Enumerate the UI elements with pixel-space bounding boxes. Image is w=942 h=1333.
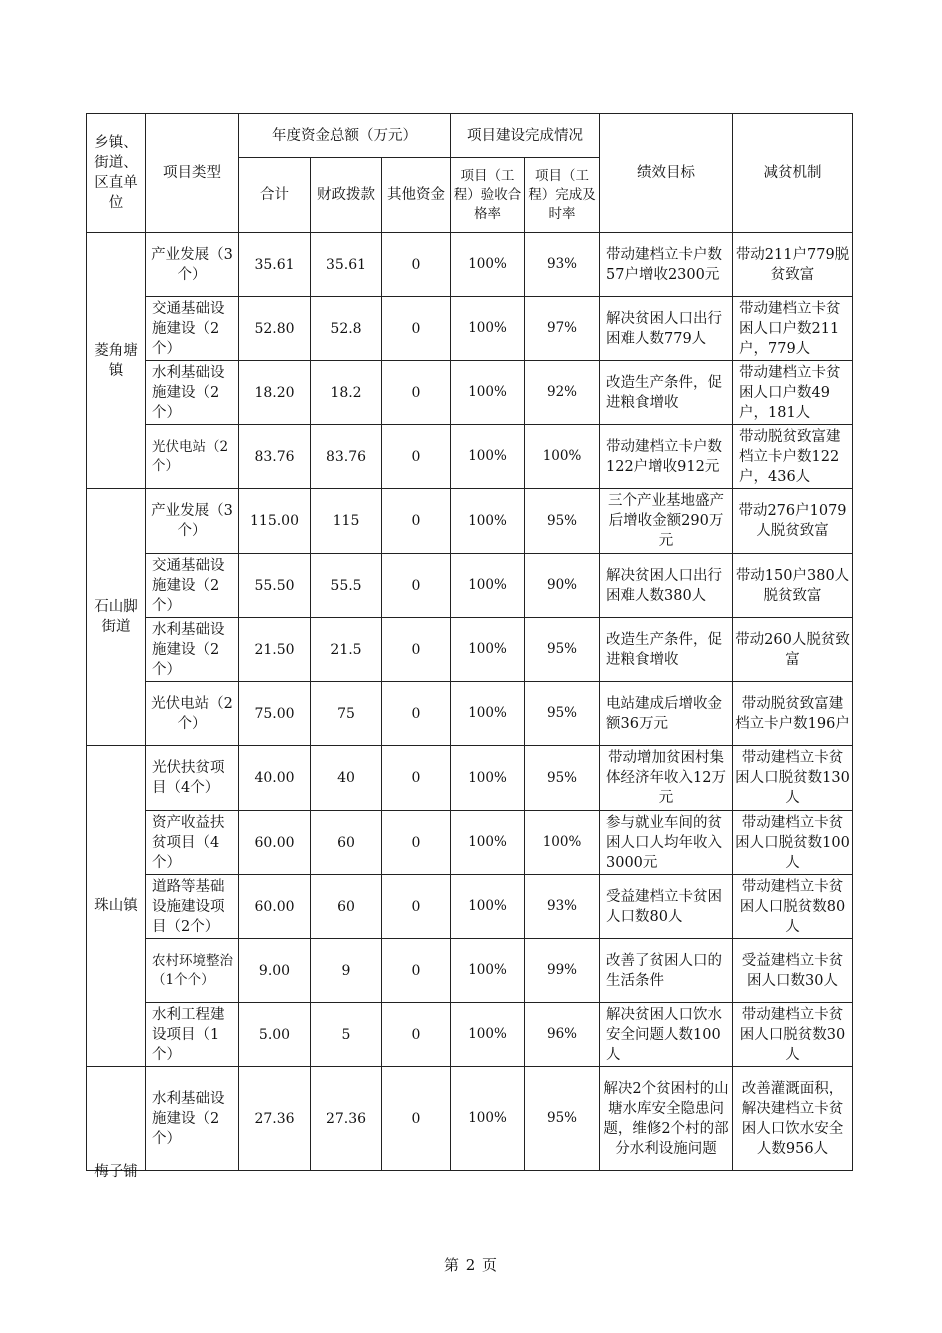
mechanism-cell: 带动建档立卡贫困人口脱贫数130人 [733,746,853,811]
acceptance-cell: 100% [451,618,525,682]
other-cell: 0 [382,554,451,618]
timely-cell: 95% [525,618,600,682]
fiscal-cell: 21.5 [311,618,382,682]
total-cell: 60.00 [239,875,311,939]
project-type-cell: 水利基础设施建设（2个） [146,618,239,682]
town-cell-text: 梅子铺 [94,1164,138,1180]
goal-cell: 改善了贫困人口的生活条件 [600,939,733,1003]
mechanism-cell: 带动建档立卡贫困人口脱贫数30人 [733,1003,853,1067]
timely-cell: 95% [525,1067,600,1171]
fiscal-cell: 60 [311,811,382,875]
acceptance-cell: 100% [451,425,525,489]
project-type-cell: 水利工程建设项目（1个） [146,1003,239,1067]
budget-table-sheet [86,113,853,1180]
other-cell: 0 [382,297,451,361]
poverty-project-table [86,113,853,1180]
goal-cell: 带动建档立卡户数57户增收2300元 [600,233,733,297]
acceptance-cell: 100% [451,297,525,361]
mechanism-cell: 带动脱贫致富建档立卡户数196户 [733,682,853,746]
table-row [87,297,853,361]
header-mechanism: 减贫机制 [733,114,853,233]
total-cell: 83.76 [239,425,311,489]
table-row [87,1067,853,1171]
other-cell: 0 [382,939,451,1003]
fiscal-cell: 52.8 [311,297,382,361]
fiscal-cell: 55.5 [311,554,382,618]
timely-cell: 97% [525,297,600,361]
other-cell: 0 [382,233,451,297]
table-row [87,618,853,682]
project-type-cell: 农村环境整治（1个个） [146,939,239,1003]
acceptance-cell: 100% [451,939,525,1003]
project-type-cell: 光伏电站（2个） [146,425,239,489]
mechanism-cell: 带动建档立卡贫困人口户数211户，779人 [733,297,853,361]
total-cell: 115.00 [239,489,311,554]
project-type-cell: 光伏扶贫项目（4个） [146,746,239,811]
mechanism-cell: 改善灌溉面积，解决建档立卡贫困人口饮水安全人数956人 [733,1067,853,1171]
town-cell [87,1067,146,1180]
mechanism-cell: 带动276户1079人脱贫致富 [733,489,853,554]
timely-cell: 100% [525,811,600,875]
project-type-cell: 交通基础设施建设（2个） [146,554,239,618]
header-completion-group: 项目建设完成情况 [451,114,600,158]
mechanism-cell: 带动建档立卡贫困人口脱贫数100人 [733,811,853,875]
fiscal-cell: 27.36 [311,1067,382,1171]
page-number: 第 2 页 [443,1256,499,1274]
header-timely-rate: 项目（工程）完成及时率 [525,158,600,233]
goal-cell: 改造生产条件，促进粮食增收 [600,618,733,682]
fiscal-cell: 18.2 [311,361,382,425]
other-cell: 0 [382,682,451,746]
goal-cell: 受益建档立卡贫困人口数80人 [600,875,733,939]
table-row [87,746,853,811]
header-funds-group: 年度资金总额（万元） [239,114,451,158]
mechanism-cell: 带动211户779脱贫致富 [733,233,853,297]
project-type-cell: 道路等基础设施建设项目（2个） [146,875,239,939]
timely-cell: 95% [525,489,600,554]
total-cell: 18.20 [239,361,311,425]
project-type-cell: 产业发展（3个） [146,489,239,554]
project-type-cell: 水利基础设施建设（2个） [146,361,239,425]
goal-cell: 带动建档立卡户数122户增收912元 [600,425,733,489]
mechanism-cell: 带动150户380人脱贫致富 [733,554,853,618]
acceptance-cell: 100% [451,875,525,939]
goal-cell: 参与就业车间的贫困人口人均年收入3000元 [600,811,733,875]
table-row [87,489,853,554]
total-cell: 9.00 [239,939,311,1003]
other-cell: 0 [382,361,451,425]
total-cell: 21.50 [239,618,311,682]
table-row [87,1003,853,1067]
fiscal-cell: 9 [311,939,382,1003]
mechanism-cell: 带动脱贫致富建档立卡户数122户，436人 [733,425,853,489]
other-cell: 0 [382,1003,451,1067]
project-type-cell: 交通基础设施建设（2个） [146,297,239,361]
timely-cell: 99% [525,939,600,1003]
table-row [87,875,853,939]
timely-cell: 95% [525,746,600,811]
town-cell: 珠山镇 [87,746,146,1067]
acceptance-cell: 100% [451,489,525,554]
header-town: 乡镇、街道、区直单位 [87,114,146,233]
table-row [87,939,853,1003]
acceptance-cell: 100% [451,682,525,746]
goal-cell: 三个产业基地盛产后增收金额290万元 [600,489,733,554]
total-cell: 35.61 [239,233,311,297]
table-row [87,554,853,618]
timely-cell: 95% [525,682,600,746]
table-row [87,361,853,425]
table-row [87,425,853,489]
timely-cell: 93% [525,875,600,939]
total-cell: 27.36 [239,1067,311,1171]
table-row [87,233,853,297]
goal-cell: 解决贫困人口出行困难人数779人 [600,297,733,361]
total-cell: 52.80 [239,297,311,361]
goal-cell: 解决2个贫困村的山塘水库安全隐患问题，维修2个村的部分水利设施问题 [600,1067,733,1171]
timely-cell: 100% [525,425,600,489]
goal-cell: 电站建成后增收金额36万元 [600,682,733,746]
goal-cell: 解决贫困人口饮水安全问题人数100人 [600,1003,733,1067]
mechanism-cell: 带动建档立卡贫困人口户数49户，181人 [733,361,853,425]
header-other: 其他资金 [382,158,451,233]
project-type-cell: 资产收益扶贫项目（4个） [146,811,239,875]
acceptance-cell: 100% [451,233,525,297]
goal-cell: 带动增加贫困村集体经济年收入12万元 [600,746,733,811]
timely-cell: 93% [525,233,600,297]
mechanism-cell: 受益建档立卡贫困人口数30人 [733,939,853,1003]
header-fiscal: 财政拨款 [311,158,382,233]
fiscal-cell: 5 [311,1003,382,1067]
mechanism-cell: 带动建档立卡贫困人口脱贫数80人 [733,875,853,939]
fiscal-cell: 40 [311,746,382,811]
table-row [87,811,853,875]
town-cell: 菱角塘镇 [87,233,146,489]
fiscal-cell: 115 [311,489,382,554]
acceptance-cell: 100% [451,746,525,811]
total-cell: 55.50 [239,554,311,618]
total-cell: 5.00 [239,1003,311,1067]
fiscal-cell: 35.61 [311,233,382,297]
acceptance-cell: 100% [451,554,525,618]
other-cell: 0 [382,746,451,811]
header-goal: 绩效目标 [600,114,733,233]
timely-cell: 90% [525,554,600,618]
timely-cell: 92% [525,361,600,425]
project-type-cell: 产业发展（3个） [146,233,239,297]
goal-cell: 改造生产条件，促进粮食增收 [600,361,733,425]
acceptance-cell: 100% [451,361,525,425]
project-type-cell: 光伏电站（2个） [146,682,239,746]
goal-cell: 解决贫困人口出行困难人数380人 [600,554,733,618]
other-cell: 0 [382,425,451,489]
other-cell: 0 [382,1067,451,1171]
acceptance-cell: 100% [451,1003,525,1067]
header-total: 合计 [239,158,311,233]
fiscal-cell: 60 [311,875,382,939]
other-cell: 0 [382,618,451,682]
header-acceptance-rate: 项目（工程）验收合格率 [451,158,525,233]
acceptance-cell: 100% [451,811,525,875]
total-cell: 75.00 [239,682,311,746]
other-cell: 0 [382,811,451,875]
total-cell: 40.00 [239,746,311,811]
mechanism-cell: 带动260人脱贫致富 [733,618,853,682]
project-type-cell: 水利基础设施建设（2个） [146,1067,239,1171]
acceptance-cell: 100% [451,1067,525,1171]
fiscal-cell: 75 [311,682,382,746]
total-cell: 60.00 [239,811,311,875]
town-cell: 石山脚街道 [87,489,146,746]
header-project-type: 项目类型 [146,114,239,233]
timely-cell: 96% [525,1003,600,1067]
fiscal-cell: 83.76 [311,425,382,489]
other-cell: 0 [382,875,451,939]
table-row [87,682,853,746]
other-cell: 0 [382,489,451,554]
